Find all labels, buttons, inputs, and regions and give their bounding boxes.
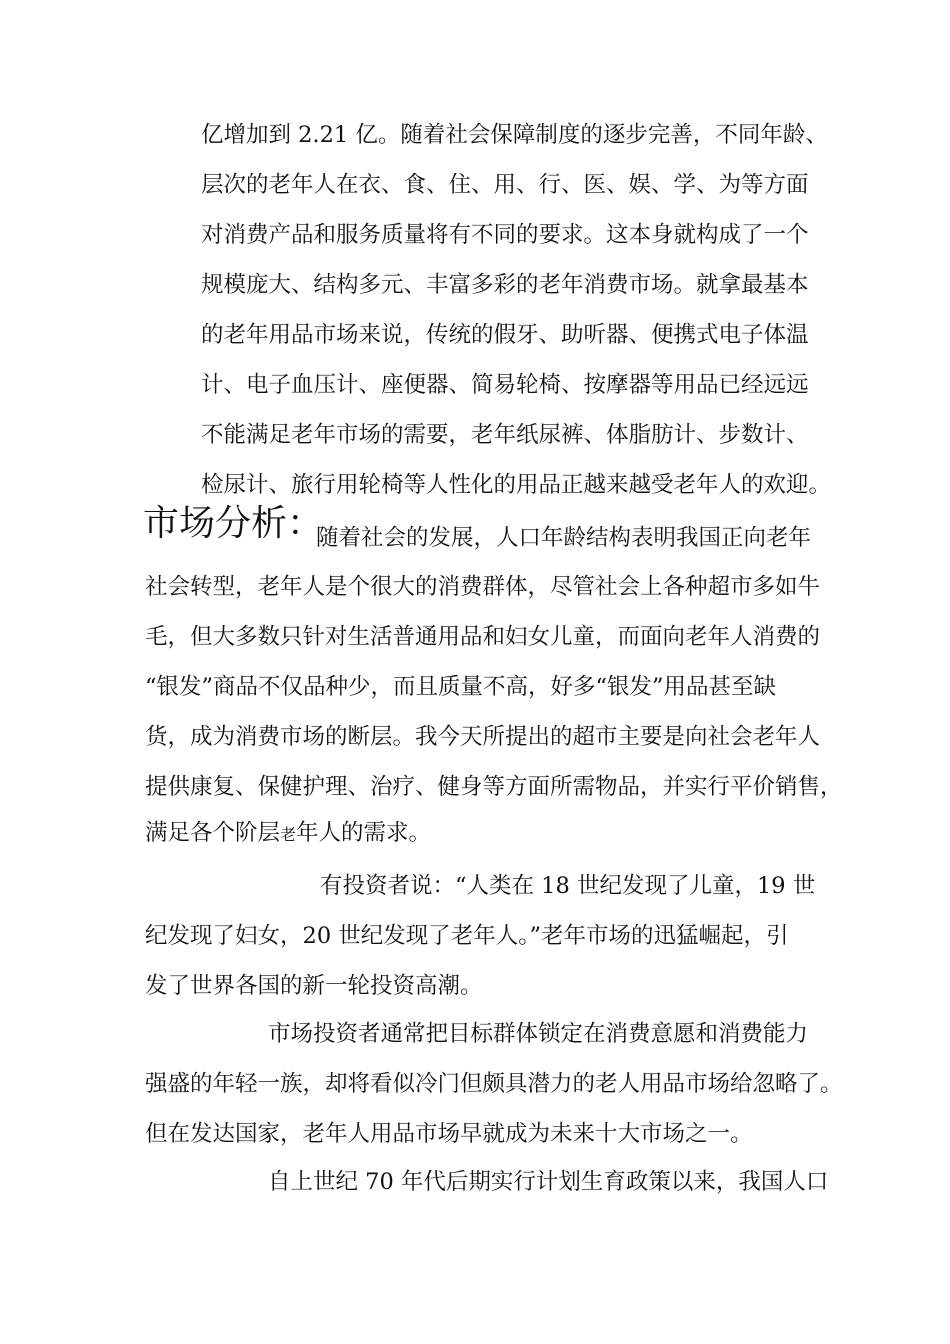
text-line: 的老年用品市场来说，传统的假牙、助听器、便携式电子体温 <box>201 322 809 348</box>
text-line: 社会转型，老年人是个很大的消费群体，尽管社会上各种超市多如牛 <box>145 574 821 600</box>
text-line: 强盛的年轻一族，却将看似冷门但颇具潜力的老人用品市场给忽略了。 <box>145 1071 843 1097</box>
section-heading: 市场分析： <box>143 503 324 544</box>
text-line: 计、电子血压计、座便器、简易轮椅、按摩器等用品已经远远 <box>201 372 809 398</box>
text-line: 市场投资者通常把目标群体锁定在消费意愿和消费能力 <box>268 1021 809 1047</box>
text-line: 不能满足老年市场的需要，老年纸尿裤、体脂肪计、步数计、 <box>201 422 809 448</box>
text-segment: 年人的需求。 <box>296 820 432 846</box>
text-line: 货，成为消费市场的断层。我今天所提出的超市主要是向社会老年人 <box>145 724 821 750</box>
text-line: 但在发达国家，老年人用品市场早就成为未来十大市场之一。 <box>145 1121 753 1147</box>
text-line: 提供康复、保健护理、治疗、健身等方面所需物品，并实行平价销售， <box>145 774 843 800</box>
text-line: “银发”商品不仅品种少，而且质量不高，好多“银发”用品甚至缺 <box>145 674 777 700</box>
text-line: 层次的老年人在衣、食、住、用、行、医、娱、学、为等方面 <box>201 172 809 198</box>
text-line: 随着社会的发展，人口年龄结构表明我国正向老年 <box>316 525 812 551</box>
small-text-segment: 老 <box>280 825 297 844</box>
text-line: 对消费产品和服务质量将有不同的要求。这本身就构成了一个 <box>201 222 809 248</box>
text-line: 自上世纪 70 年代后期实行计划生育政策以来，我国人口 <box>268 1169 829 1195</box>
text-line: 亿增加到 2.21 亿。随着社会保障制度的逐步完善，不同年龄、 <box>201 122 828 148</box>
text-line: 有投资者说：“人类在 18 世纪发现了儿童，19 世 <box>320 873 816 899</box>
text-line: 检尿计、旅行用轮椅等人性化的用品正越来越受老年人的欢迎。 <box>201 472 832 498</box>
text-segment: 满足各个阶层 <box>145 820 281 846</box>
text-line: 纪发现了妇女，20 世纪发现了老年人。”老年市场的迅猛崛起，引 <box>145 923 789 949</box>
text-line: 规模庞大、结构多元、丰富多彩的老年消费市场。就拿最基本 <box>201 272 809 298</box>
text-line: 毛，但大多数只针对生活普通用品和妇女儿童，而面向老年人消费的 <box>145 624 821 650</box>
text-line <box>145 818 431 850</box>
text-line: 发了世界各国的新一轮投资高潮。 <box>145 973 483 999</box>
